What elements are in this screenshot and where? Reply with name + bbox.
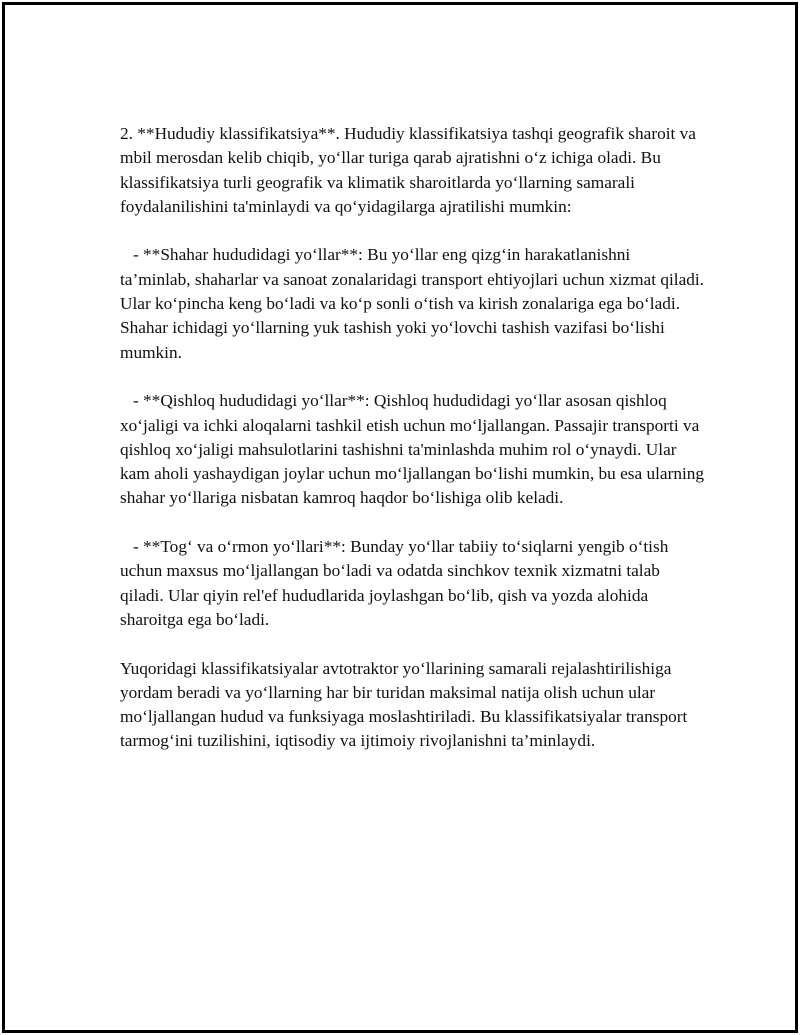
list-item-shahar-yollari: - **Shahar hududidagi yo‘llar**: Bu yo‘llar eng qizg‘in harakatlanishni ta’minlab, shaharlar va sanoat zonalaridagi transport ehtiyojlari uchun xizmat qiladi. Ular ko‘pincha keng bo‘ladi va ko‘p sonli o‘tish va kirish zonalariga ega bo‘ladi. Shahar ichidagi yo‘llarning yuk tashish yoki yo‘lovchi tashish vazifasi bo‘lishi mumkin. <box>120 245 709 362</box>
paragraph-conclusion: Yuqoridagi klassifikatsiyalar avtotraktor yo‘llarining samarali rejalashtirilishiga yordam beradi va yo‘llarning har bir turidan maksimal natija olish uchun ular mo‘ljallangan hudud va funksiyaga moslashtiriladi. Bu klassifikatsiyalar transport tarmog‘ini tuzilishini, iqtisodiy va ijtimoiy rivojlanishni ta’minlaydi. <box>120 658 692 751</box>
page-border <box>2 2 798 1033</box>
document-body <box>120 122 709 778</box>
list-item-tog-ormon-yollari: - **Tog‘ va o‘rmon yo‘llari**: Bunday yo‘llar tabiiy to‘siqlarni yengib o‘tish uchun maxsus mo‘ljallangan bo‘ladi va odatda sinchkov texnik xizmatni talab qiladi. Ular qiyin rel'ef hududlarida joylashgan bo‘lib, qish va yozda alohida sharoitga ega bo‘ladi. <box>120 537 673 629</box>
list-item-qishloq-yollari: - **Qishloq hududidagi yo‘llar**: Qishloq hududidagi yo‘llar asosan qishloq xo‘jaligi va ichki aloqalarni tashkil etish uchun mo‘ljallangan. Passajir transporti va qishloq xo‘jaligi mahsulotlarini tashishni ta'minlashda muhim rol o‘ynaydi. Ular kam aholi yashaydigan joylar uchun mo‘ljallangan bo‘lishi mumkin, bu esa ularning shahar yo‘llariga nisbatan kamroq haqdor bo‘lishiga olib keladi. <box>120 391 709 508</box>
paragraph-hududiy-klassifikatsiya: 2. **Hududiy klassifikatsiya**. Hududiy klassifikatsiya tashqi geografik sharoit va mbil merosdan kelib chiqib, yo‘llar turiga qarab ajratishni o‘z ichiga oladi. Bu klassifikatsiya turli geografik va klimatik sharoitlarda yo‘llarning samarali foydalanilishini ta'minlaydi va qo‘yidagilarga ajratilishi mumkin: <box>120 124 701 216</box>
